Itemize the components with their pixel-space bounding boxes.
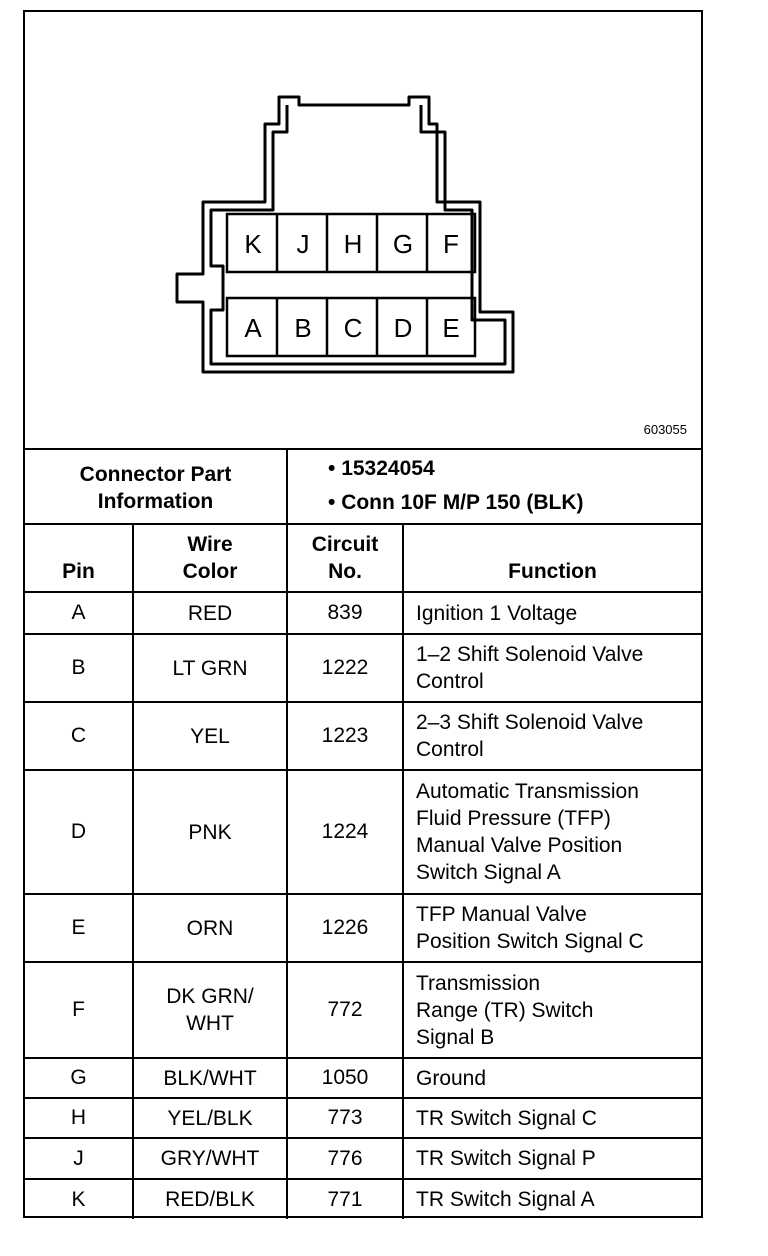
circuit-cell: 772 (287, 962, 403, 1058)
pin-label-j: J (296, 229, 310, 259)
pin-cell: G (25, 1058, 133, 1098)
table-row (25, 962, 701, 1058)
part-info-label-line1: Connector Part (79, 462, 232, 486)
connector-diagram (25, 12, 701, 450)
wire-color-cell: DK GRN/ WHT (133, 962, 287, 1058)
pin-cell: B (25, 634, 133, 702)
function-cell: 1–2 Shift Solenoid Valve Control (403, 634, 701, 702)
function-cell: Transmission Range (TR) Switch Signal B (403, 962, 701, 1058)
pin-cell: C (25, 702, 133, 770)
table-row (25, 592, 701, 634)
circuit-cell: 1226 (287, 894, 403, 962)
connector-sheet (23, 10, 703, 1218)
wire-color-cell: PNK (133, 770, 287, 894)
pinout-table (25, 448, 701, 1219)
header-row (25, 524, 701, 592)
pin-label-e: E (442, 313, 460, 343)
pin-cell: K (25, 1179, 133, 1219)
circuit-cell: 1224 (287, 770, 403, 894)
part-info-label (25, 448, 287, 524)
wire-color-cell: RED/BLK (133, 1179, 287, 1219)
part-info-row (25, 448, 701, 524)
wire-color-cell: RED (133, 592, 287, 634)
pin-cell: A (25, 592, 133, 634)
table-row (25, 1058, 701, 1098)
table-row (25, 1179, 701, 1219)
pin-cell: D (25, 770, 133, 894)
connector-description: • Conn 10F M/P 150 (BLK) (328, 490, 584, 514)
circuit-cell: 771 (287, 1179, 403, 1219)
wire-color-cell: BLK/WHT (133, 1058, 287, 1098)
part-info-values (287, 448, 701, 524)
pin-cell: E (25, 894, 133, 962)
part-number: • 15324054 (328, 456, 435, 480)
wire-color-cell: YEL (133, 702, 287, 770)
table-row (25, 634, 701, 702)
pin-label-k: K (244, 229, 262, 259)
function-cell: TR Switch Signal A (403, 1179, 701, 1219)
header-pin: Pin (25, 524, 133, 592)
pin-label-b: B (294, 313, 312, 343)
function-cell: TFP Manual Valve Position Switch Signal C (403, 894, 701, 962)
pin-label-d: D (393, 313, 413, 343)
table-row (25, 702, 701, 770)
connector-face-drawing (25, 12, 701, 448)
pin-label-g: G (392, 229, 414, 259)
pin-label-a: A (244, 313, 262, 343)
function-cell: Ignition 1 Voltage (403, 592, 701, 634)
table-row (25, 1138, 701, 1179)
circuit-cell: 839 (287, 592, 403, 634)
function-cell: TR Switch Signal C (403, 1098, 701, 1138)
wire-color-cell: GRY/WHT (133, 1138, 287, 1179)
header-circuit: Circuit No. (287, 524, 403, 592)
circuit-cell: 776 (287, 1138, 403, 1179)
function-cell: TR Switch Signal P (403, 1138, 701, 1179)
part-info-label-line2: Information (97, 489, 214, 513)
pin-cell: J (25, 1138, 133, 1179)
pin-label-c: C (343, 313, 363, 343)
header-function: Function (403, 524, 701, 592)
pin-label-f: F (443, 229, 459, 259)
pin-cell: H (25, 1098, 133, 1138)
circuit-cell: 1222 (287, 634, 403, 702)
function-cell: 2–3 Shift Solenoid Valve Control (403, 702, 701, 770)
circuit-cell: 773 (287, 1098, 403, 1138)
pinout-rows (25, 592, 701, 1219)
table-row (25, 770, 701, 894)
figure-code: 603055 (643, 422, 687, 437)
wire-color-cell: ORN (133, 894, 287, 962)
wire-color-cell: YEL/BLK (133, 1098, 287, 1138)
table-row (25, 894, 701, 962)
pin-label-h: H (343, 229, 363, 259)
pin-cell: F (25, 962, 133, 1058)
circuit-cell: 1050 (287, 1058, 403, 1098)
table-row (25, 1098, 701, 1138)
circuit-cell: 1223 (287, 702, 403, 770)
header-wire-color: Wire Color (133, 524, 287, 592)
wire-color-cell: LT GRN (133, 634, 287, 702)
function-cell: Ground (403, 1058, 701, 1098)
function-cell: Automatic Transmission Fluid Pressure (TFP) Manual Valve Position Switch Signal A (403, 770, 701, 894)
